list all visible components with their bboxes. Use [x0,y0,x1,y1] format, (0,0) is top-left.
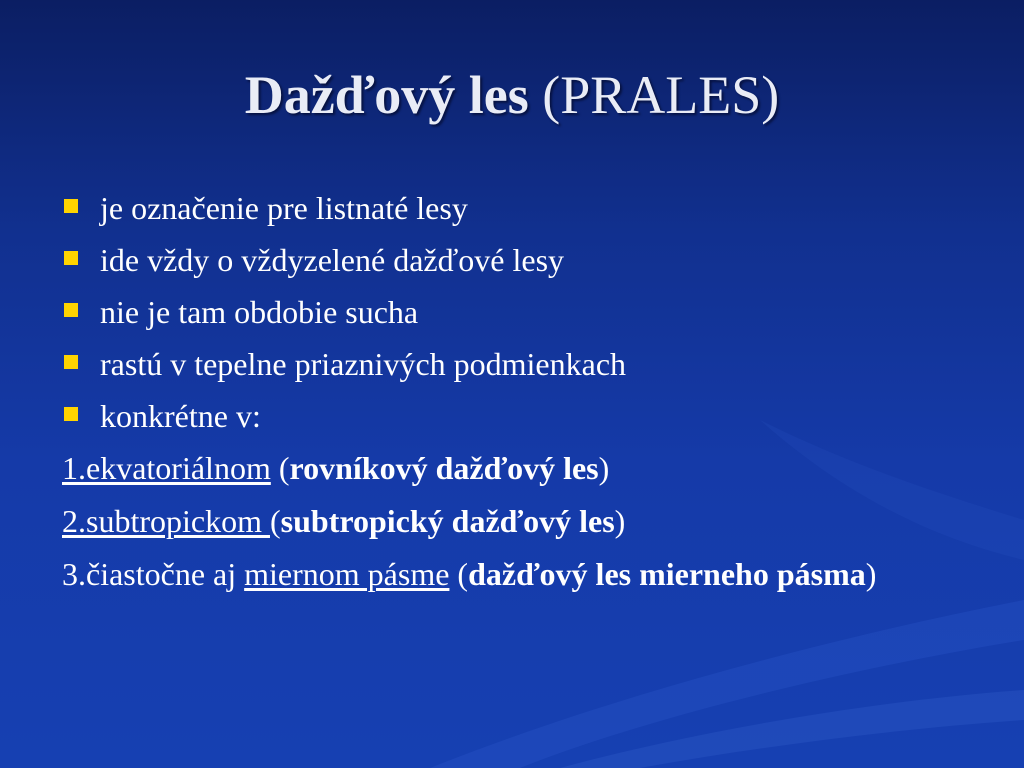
numbered-item-subtropical [62,495,982,548]
square-bullet-icon [64,199,78,213]
square-bullet-icon [64,251,78,265]
numbered-item-equatorial [62,442,982,495]
bullet-item [62,234,982,286]
bullet-text: je označenie pre listnaté lesy [100,190,468,226]
square-bullet-icon [64,407,78,421]
paren-close: ) [598,450,610,486]
link-equatorial[interactable]: 1.ekvatoriálnom [62,450,271,486]
forest-type-bold: rovníkový dažďový les [289,450,599,486]
bullet-text: nie je tam obdobie sucha [100,294,419,330]
item-lead-text: 3.čiastočne aj [62,556,245,592]
bullet-text: konkrétne v: [100,398,261,434]
slide-title [0,60,1024,130]
bullet-list [62,182,982,442]
link-subtropical[interactable]: 2.subtropickom [62,503,270,539]
paren-close: ) [865,556,877,592]
numbered-item-temperate [62,552,982,596]
forest-type-bold: dažďový les mierneho pásma [468,556,866,592]
link-temperate-zone[interactable]: miernom pásme [244,556,450,592]
paren-close: ) [614,503,626,539]
paren-open: ( [449,556,469,592]
forest-type-bold: subtropický dažďový les [280,503,615,539]
bullet-text: ide vždy o vždyzelené dažďové lesy [100,242,565,278]
bullet-item [62,182,982,234]
paren-open: ( [270,450,290,486]
title-parenthetical: (PRALES) [542,65,780,125]
bullet-item [62,338,982,390]
bullet-text: rastú v tepelne priaznivých podmienkach [100,346,627,382]
bullet-item [62,390,982,442]
paren-open: ( [269,503,281,539]
square-bullet-icon [64,355,78,369]
bullet-item [62,286,982,338]
title-main: Dažďový les [244,65,529,125]
numbered-list [62,442,982,596]
square-bullet-icon [64,303,78,317]
